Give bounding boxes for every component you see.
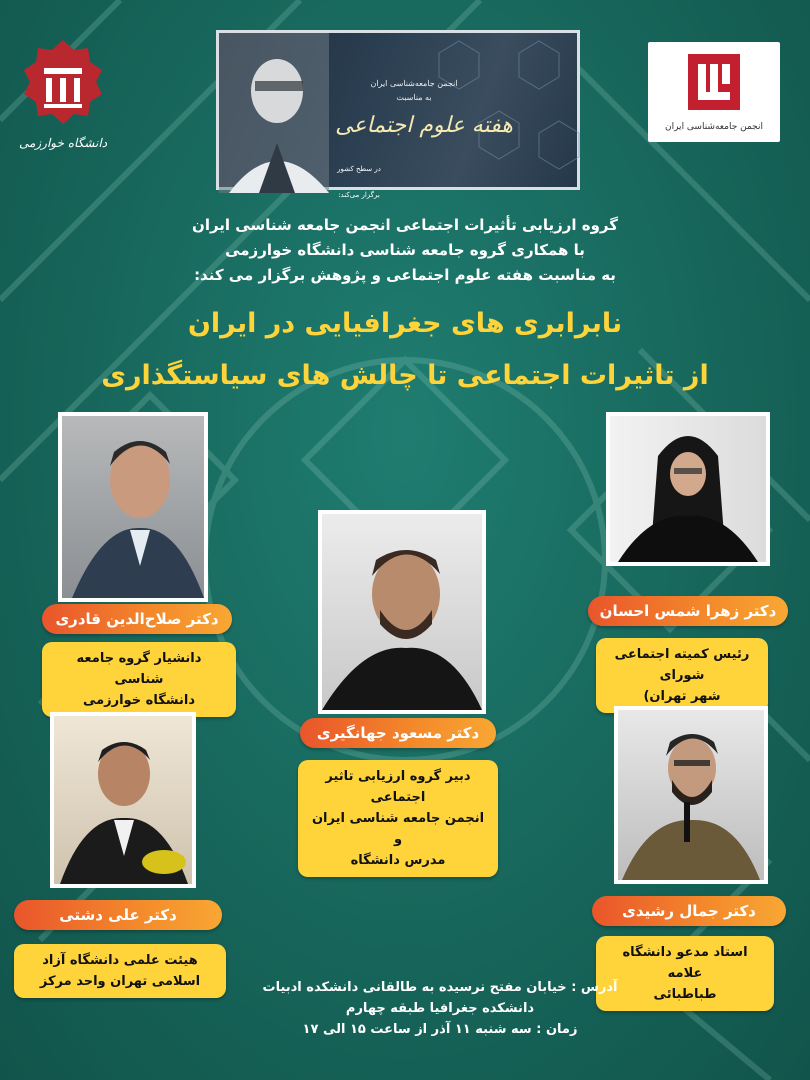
speaker-role-dashti <box>14 944 226 998</box>
banner-occasion: به مناسبت <box>396 93 432 102</box>
event-title-line-2: از تاثیرات اجتماعی تا چالش های سیاستگذاری <box>101 360 709 391</box>
university-logo-caption: دانشگاه خوارزمی <box>18 136 108 150</box>
speaker-photo-rashidi <box>614 706 768 884</box>
speaker-role-line: هیئت علمی دانشگاه آزاد <box>42 953 198 968</box>
banner-scope: در سطح کشور <box>337 165 381 173</box>
speaker-name-rashidi <box>592 896 786 926</box>
speaker-role-line: انجمن جامعه شناسی ایران و <box>311 811 485 847</box>
intro-line-3: به مناسبت هفته علوم اجتماعی و پژوهش برگزار می کند: <box>194 266 616 284</box>
association-logo-caption: انجمن جامعه‌شناسی ایران <box>664 122 763 132</box>
address-floor: دانشکده جغرافیا طبقه چهارم <box>345 1001 535 1016</box>
speaker-role-line: استاد مدعو دانشگاه علامه <box>622 945 748 981</box>
speaker-name-label: دکتر جمال رشیدی <box>622 902 756 920</box>
speaker-photo-shams-ehsan <box>606 412 770 566</box>
intro-line-2: با همکاری گروه جامعه شناسی دانشگاه خوارزمی <box>225 241 585 259</box>
speaker-role-line: طباطبائی <box>653 987 717 1002</box>
speaker-name-label: دکتر صلاح‌الدین قادری <box>55 610 219 628</box>
banner-title: هفته علوم اجتماعی <box>335 113 513 138</box>
portrait-icon <box>54 716 192 884</box>
speaker-photo-jahangiri <box>318 510 486 714</box>
speaker-photo-dashti <box>50 712 196 888</box>
speaker-name-label: دکتر زهرا شمس احسان <box>599 602 777 620</box>
address-line: آدرس : خیابان مفتح نرسیده به طالقانی دانشکده ادبیات <box>262 980 618 995</box>
speaker-role-rashidi <box>596 936 774 1011</box>
speaker-role-ghaderi <box>42 642 236 717</box>
week-banner <box>216 30 580 199</box>
speaker-role-line: مدرس دانشگاه <box>350 853 446 868</box>
speaker-role-line: دانشگاه خوارزمی <box>82 693 196 708</box>
university-logo <box>10 28 116 168</box>
speaker-role-line: رئیس کمیته اجتماعی شورای <box>614 647 750 683</box>
speaker-name-jahangiri <box>300 718 496 748</box>
portrait-icon <box>618 710 764 880</box>
speaker-name-label: دکتر علی دشتی <box>59 906 177 924</box>
portrait-icon <box>62 416 204 598</box>
event-title-line-1: نابرابری های جغرافیایی در ایران <box>187 308 623 339</box>
speaker-role-jahangiri <box>298 760 498 877</box>
banner-subtitle: انجمن جامعه‌شناسی ایران <box>370 79 458 88</box>
banner-organizes: برگزار می‌کند: <box>338 191 380 199</box>
speaker-name-dashti <box>14 900 222 930</box>
speaker-role-line: شهر تهران) <box>643 689 721 704</box>
speaker-role-line: دبیر گروه ارزیابی تاثیر اجتماعی <box>325 769 471 805</box>
intro-line-1: گروه ارزیابی تأثیرات اجتماعی انجمن جامعه شناسی ایران <box>192 216 618 234</box>
association-logo <box>648 42 780 142</box>
speaker-role-shams-ehsan <box>596 638 768 713</box>
speaker-name-ghaderi <box>42 604 232 634</box>
speaker-photo-ghaderi <box>58 412 208 602</box>
speaker-name-label: دکتر مسعود جهانگیری <box>316 724 480 742</box>
association-emblem-icon <box>648 42 780 122</box>
speaker-role-line: اسلامی تهران واحد مرکز <box>39 974 201 989</box>
portrait-icon <box>610 416 766 562</box>
event-time: زمان : سه شنبه ۱۱ آذر از ساعت ۱۵ الی ۱۷ <box>302 1022 578 1037</box>
speaker-role-line: دانشیار گروه جامعه شناسی <box>76 651 202 687</box>
portrait-icon <box>322 514 482 710</box>
speaker-name-shams-ehsan <box>588 596 788 626</box>
